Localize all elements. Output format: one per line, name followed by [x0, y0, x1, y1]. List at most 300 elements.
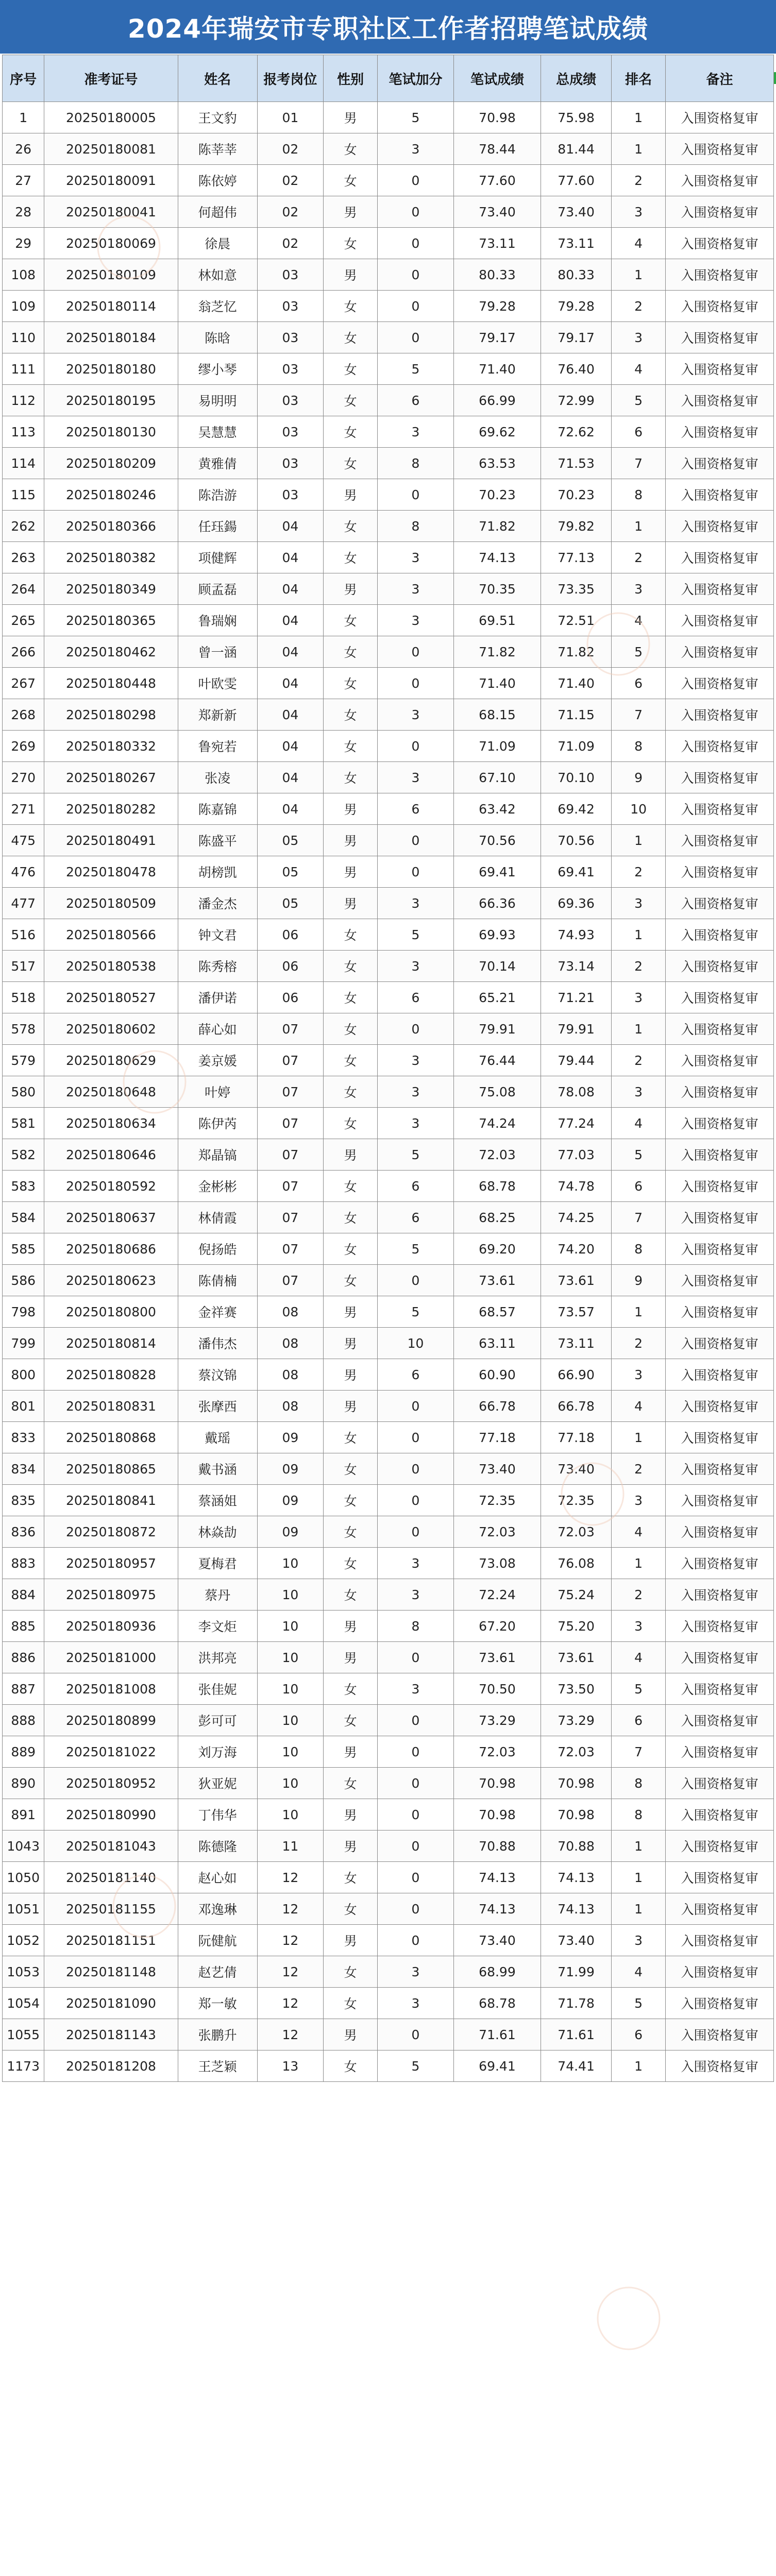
- cell-gender: 女: [324, 919, 378, 951]
- table-row: [3, 2050, 774, 2082]
- cell-bonus: 10: [378, 1328, 454, 1359]
- cell-remark: 入围资格复审: [666, 699, 774, 731]
- cell-total-score: 73.29: [541, 1705, 612, 1736]
- cell-total-score: 79.44: [541, 1045, 612, 1076]
- cell-written-score: 79.17: [453, 322, 541, 353]
- cell-name: 邓逸琳: [178, 1893, 257, 1925]
- cell-seq: 801: [3, 1391, 44, 1422]
- cell-position: 03: [257, 416, 323, 448]
- cell-gender: 女: [324, 1988, 378, 2019]
- cell-total-score: 73.11: [541, 228, 612, 259]
- cell-bonus: 0: [378, 1925, 454, 1956]
- cell-rank: 2: [612, 856, 666, 888]
- cell-total-score: 72.03: [541, 1736, 612, 1768]
- table-row: [3, 699, 774, 731]
- cell-written-score: 68.57: [453, 1296, 541, 1328]
- cell-bonus: 0: [378, 1453, 454, 1485]
- cell-rank: 2: [612, 291, 666, 322]
- cell-name: 黄雅倩: [178, 448, 257, 479]
- cell-remark: 入围资格复审: [666, 762, 774, 793]
- cell-written-score: 72.03: [453, 1139, 541, 1171]
- table-row: [3, 1171, 774, 1202]
- cell-position: 03: [257, 448, 323, 479]
- cell-ticket-no: 20250180246: [44, 479, 178, 511]
- cell-name: 林如意: [178, 259, 257, 291]
- cell-seq: 887: [3, 1673, 44, 1705]
- cell-bonus: 0: [378, 856, 454, 888]
- cell-name: 阮健航: [178, 1925, 257, 1956]
- cell-written-score: 74.13: [453, 1893, 541, 1925]
- cell-seq: 889: [3, 1736, 44, 1768]
- cell-written-score: 70.35: [453, 573, 541, 605]
- cell-bonus: 0: [378, 322, 454, 353]
- table-row: [3, 1705, 774, 1736]
- cell-written-score: 68.78: [453, 1988, 541, 2019]
- cell-bonus: 6: [378, 1171, 454, 1202]
- cell-ticket-no: 20250180130: [44, 416, 178, 448]
- cell-ticket-no: 20250180365: [44, 605, 178, 636]
- cell-gender: 女: [324, 731, 378, 762]
- cell-remark: 入围资格复审: [666, 291, 774, 322]
- header-ticket-no: 准考证号: [44, 55, 178, 102]
- cell-seq: 582: [3, 1139, 44, 1171]
- cell-remark: 入围资格复审: [666, 511, 774, 542]
- cell-position: 07: [257, 1045, 323, 1076]
- cell-gender: 女: [324, 511, 378, 542]
- cell-rank: 4: [612, 353, 666, 385]
- cell-ticket-no: 20250181151: [44, 1925, 178, 1956]
- cell-written-score: 68.25: [453, 1202, 541, 1233]
- cell-written-score: 80.33: [453, 259, 541, 291]
- cell-written-score: 65.21: [453, 982, 541, 1013]
- cell-total-score: 74.93: [541, 919, 612, 951]
- cell-bonus: 0: [378, 1831, 454, 1862]
- cell-total-score: 75.98: [541, 102, 612, 133]
- cell-seq: 1173: [3, 2050, 44, 2082]
- cell-seq: 833: [3, 1422, 44, 1453]
- cell-bonus: 6: [378, 1202, 454, 1233]
- cell-remark: 入围资格复审: [666, 1925, 774, 1956]
- cell-remark: 入围资格复审: [666, 1579, 774, 1611]
- cell-seq: 270: [3, 762, 44, 793]
- cell-gender: 男: [324, 825, 378, 856]
- cell-total-score: 73.14: [541, 951, 612, 982]
- cell-rank: 8: [612, 731, 666, 762]
- table-row: [3, 416, 774, 448]
- cell-total-score: 74.78: [541, 1171, 612, 1202]
- cell-position: 03: [257, 479, 323, 511]
- cell-name: 吴慧慧: [178, 416, 257, 448]
- cell-ticket-no: 20250180865: [44, 1453, 178, 1485]
- cell-gender: 女: [324, 605, 378, 636]
- cell-seq: 26: [3, 133, 44, 165]
- cell-remark: 入围资格复审: [666, 888, 774, 919]
- cell-position: 04: [257, 511, 323, 542]
- cell-position: 08: [257, 1359, 323, 1391]
- cell-total-score: 74.13: [541, 1862, 612, 1893]
- cell-position: 04: [257, 762, 323, 793]
- cell-gender: 女: [324, 1202, 378, 1233]
- cell-written-score: 69.20: [453, 1233, 541, 1265]
- cell-seq: 1: [3, 102, 44, 133]
- cell-total-score: 70.98: [541, 1799, 612, 1831]
- cell-gender: 男: [324, 102, 378, 133]
- cell-gender: 男: [324, 573, 378, 605]
- cell-bonus: 0: [378, 1862, 454, 1893]
- cell-seq: 799: [3, 1328, 44, 1359]
- cell-gender: 男: [324, 259, 378, 291]
- cell-position: 04: [257, 731, 323, 762]
- cell-remark: 入围资格复审: [666, 165, 774, 196]
- cell-remark: 入围资格复审: [666, 731, 774, 762]
- cell-bonus: 0: [378, 1391, 454, 1422]
- cell-name: 夏梅君: [178, 1548, 257, 1579]
- cell-rank: 3: [612, 573, 666, 605]
- cell-total-score: 66.78: [541, 1391, 612, 1422]
- cell-name: 潘伟杰: [178, 1328, 257, 1359]
- table-row: [3, 1202, 774, 1233]
- cell-position: 02: [257, 228, 323, 259]
- cell-ticket-no: 20250180114: [44, 291, 178, 322]
- cell-bonus: 0: [378, 731, 454, 762]
- cell-bonus: 5: [378, 102, 454, 133]
- cell-total-score: 73.40: [541, 1453, 612, 1485]
- table-row: [3, 1233, 774, 1265]
- table-row: [3, 1893, 774, 1925]
- cell-ticket-no: 20250180349: [44, 573, 178, 605]
- cell-seq: 477: [3, 888, 44, 919]
- cell-written-score: 68.15: [453, 699, 541, 731]
- cell-bonus: 3: [378, 605, 454, 636]
- cell-gender: 女: [324, 1422, 378, 1453]
- cell-gender: 男: [324, 1611, 378, 1642]
- cell-gender: 女: [324, 353, 378, 385]
- cell-written-score: 71.82: [453, 511, 541, 542]
- cell-written-score: 73.61: [453, 1265, 541, 1296]
- cell-gender: 男: [324, 196, 378, 228]
- cell-remark: 入围资格复审: [666, 1736, 774, 1768]
- cell-written-score: 68.99: [453, 1956, 541, 1988]
- cell-name: 翁芝忆: [178, 291, 257, 322]
- cell-position: 04: [257, 636, 323, 668]
- cell-position: 05: [257, 856, 323, 888]
- cell-ticket-no: 20250180462: [44, 636, 178, 668]
- cell-seq: 798: [3, 1296, 44, 1328]
- cell-position: 10: [257, 1673, 323, 1705]
- cell-total-score: 72.35: [541, 1485, 612, 1516]
- cell-bonus: 0: [378, 636, 454, 668]
- cell-written-score: 77.60: [453, 165, 541, 196]
- cell-rank: 1: [612, 102, 666, 133]
- cell-position: 04: [257, 542, 323, 573]
- cell-name: 曾一涵: [178, 636, 257, 668]
- cell-name: 赵艺倩: [178, 1956, 257, 1988]
- table-row: [3, 1516, 774, 1548]
- cell-total-score: 70.23: [541, 479, 612, 511]
- cell-gender: 女: [324, 699, 378, 731]
- cell-remark: 入围资格复审: [666, 1139, 774, 1171]
- cell-gender: 女: [324, 1579, 378, 1611]
- cell-total-score: 79.82: [541, 511, 612, 542]
- cell-seq: 1050: [3, 1862, 44, 1893]
- cell-written-score: 71.09: [453, 731, 541, 762]
- cell-gender: 女: [324, 1171, 378, 1202]
- cell-position: 07: [257, 1171, 323, 1202]
- cell-total-score: 71.61: [541, 2019, 612, 2050]
- cell-total-score: 80.33: [541, 259, 612, 291]
- cell-rank: 3: [612, 1485, 666, 1516]
- cell-ticket-no: 20250180184: [44, 322, 178, 353]
- cell-total-score: 72.99: [541, 385, 612, 416]
- table-row: [3, 636, 774, 668]
- cell-rank: 4: [612, 1391, 666, 1422]
- cell-rank: 1: [612, 259, 666, 291]
- cell-written-score: 76.44: [453, 1045, 541, 1076]
- cell-written-score: 72.24: [453, 1579, 541, 1611]
- cell-position: 09: [257, 1453, 323, 1485]
- cell-name: 陈秀榕: [178, 951, 257, 982]
- cell-name: 陈浩游: [178, 479, 257, 511]
- cell-total-score: 71.15: [541, 699, 612, 731]
- cell-remark: 入围资格复审: [666, 1673, 774, 1705]
- cell-seq: 115: [3, 479, 44, 511]
- cell-gender: 男: [324, 1328, 378, 1359]
- cell-gender: 女: [324, 1233, 378, 1265]
- cell-bonus: 5: [378, 1233, 454, 1265]
- cell-total-score: 75.24: [541, 1579, 612, 1611]
- cell-gender: 男: [324, 1391, 378, 1422]
- cell-bonus: 3: [378, 573, 454, 605]
- cell-bonus: 3: [378, 1045, 454, 1076]
- cell-ticket-no: 20250180936: [44, 1611, 178, 1642]
- cell-ticket-no: 20250180868: [44, 1422, 178, 1453]
- cell-remark: 入围资格复审: [666, 133, 774, 165]
- cell-name: 陈莘莘: [178, 133, 257, 165]
- table-row: [3, 1799, 774, 1831]
- cell-position: 09: [257, 1422, 323, 1453]
- cell-bonus: 0: [378, 2019, 454, 2050]
- cell-bonus: 6: [378, 385, 454, 416]
- cell-rank: 8: [612, 1233, 666, 1265]
- cell-bonus: 0: [378, 1013, 454, 1045]
- table-row: [3, 762, 774, 793]
- cell-written-score: 63.53: [453, 448, 541, 479]
- cell-seq: 476: [3, 856, 44, 888]
- cell-name: 郑新新: [178, 699, 257, 731]
- cell-total-score: 79.28: [541, 291, 612, 322]
- table-row: [3, 165, 774, 196]
- cell-seq: 517: [3, 951, 44, 982]
- cell-name: 缪小琴: [178, 353, 257, 385]
- cell-rank: 5: [612, 1673, 666, 1705]
- cell-position: 12: [257, 1925, 323, 1956]
- cell-rank: 9: [612, 762, 666, 793]
- cell-position: 06: [257, 982, 323, 1013]
- cell-written-score: 71.40: [453, 668, 541, 699]
- cell-written-score: 78.44: [453, 133, 541, 165]
- cell-position: 12: [257, 1893, 323, 1925]
- cell-rank: 1: [612, 1862, 666, 1893]
- cell-name: 林焱劼: [178, 1516, 257, 1548]
- cell-ticket-no: 20250180005: [44, 102, 178, 133]
- cell-total-score: 73.11: [541, 1328, 612, 1359]
- cell-written-score: 66.99: [453, 385, 541, 416]
- table-row: [3, 1673, 774, 1705]
- table-row: [3, 1579, 774, 1611]
- cell-total-score: 79.91: [541, 1013, 612, 1045]
- table-row: [3, 542, 774, 573]
- cell-rank: 2: [612, 542, 666, 573]
- cell-gender: 男: [324, 1736, 378, 1768]
- cell-name: 郑晶镐: [178, 1139, 257, 1171]
- cell-rank: 7: [612, 1736, 666, 1768]
- cell-position: 07: [257, 1233, 323, 1265]
- cell-gender: 男: [324, 793, 378, 825]
- cell-ticket-no: 20250180448: [44, 668, 178, 699]
- cell-written-score: 67.20: [453, 1611, 541, 1642]
- cell-name: 钟文君: [178, 919, 257, 951]
- cell-name: 陈嘉锦: [178, 793, 257, 825]
- cell-seq: 264: [3, 573, 44, 605]
- cell-ticket-no: 20250180041: [44, 196, 178, 228]
- cell-seq: 265: [3, 605, 44, 636]
- table-row: [3, 133, 774, 165]
- table-row: [3, 731, 774, 762]
- cell-total-score: 73.35: [541, 573, 612, 605]
- cell-gender: 女: [324, 291, 378, 322]
- cell-total-score: 66.90: [541, 1359, 612, 1391]
- cell-total-score: 71.99: [541, 1956, 612, 1988]
- cell-written-score: 79.28: [453, 291, 541, 322]
- cell-name: 刘万海: [178, 1736, 257, 1768]
- cell-written-score: 63.42: [453, 793, 541, 825]
- cell-remark: 入围资格复审: [666, 1422, 774, 1453]
- cell-rank: 5: [612, 1988, 666, 2019]
- cell-remark: 入围资格复审: [666, 1956, 774, 1988]
- cell-name: 蔡汶锦: [178, 1359, 257, 1391]
- cell-position: 07: [257, 1108, 323, 1139]
- cell-gender: 女: [324, 322, 378, 353]
- cell-gender: 女: [324, 1956, 378, 1988]
- cell-rank: 1: [612, 1296, 666, 1328]
- cell-remark: 入围资格复审: [666, 1893, 774, 1925]
- cell-seq: 890: [3, 1768, 44, 1799]
- table-row: [3, 919, 774, 951]
- cell-rank: 1: [612, 1013, 666, 1045]
- cell-written-score: 67.10: [453, 762, 541, 793]
- cell-rank: 6: [612, 1705, 666, 1736]
- cell-position: 12: [257, 1956, 323, 1988]
- cell-remark: 入围资格复审: [666, 573, 774, 605]
- cell-position: 06: [257, 951, 323, 982]
- cell-gender: 女: [324, 1485, 378, 1516]
- table-row: [3, 1485, 774, 1516]
- cell-name: 洪邦亮: [178, 1642, 257, 1673]
- cell-bonus: 0: [378, 1516, 454, 1548]
- cell-remark: 入围资格复审: [666, 1516, 774, 1548]
- cell-gender: 女: [324, 1045, 378, 1076]
- table-row: [3, 511, 774, 542]
- table-row: [3, 1265, 774, 1296]
- cell-ticket-no: 20250180629: [44, 1045, 178, 1076]
- cell-position: 07: [257, 1265, 323, 1296]
- cell-total-score: 70.88: [541, 1831, 612, 1862]
- cell-rank: 7: [612, 1202, 666, 1233]
- cell-name: 丁伟华: [178, 1799, 257, 1831]
- cell-name: 倪扬皓: [178, 1233, 257, 1265]
- cell-remark: 入围资格复审: [666, 1296, 774, 1328]
- cell-total-score: 81.44: [541, 133, 612, 165]
- cell-name: 项健辉: [178, 542, 257, 573]
- cell-rank: 2: [612, 1579, 666, 1611]
- cell-ticket-no: 20250180478: [44, 856, 178, 888]
- cell-gender: 女: [324, 951, 378, 982]
- cell-seq: 267: [3, 668, 44, 699]
- cell-seq: 885: [3, 1611, 44, 1642]
- cell-bonus: 0: [378, 1422, 454, 1453]
- cell-gender: 男: [324, 1925, 378, 1956]
- cell-total-score: 71.21: [541, 982, 612, 1013]
- header-total-score: 总成绩: [541, 55, 612, 102]
- cell-ticket-no: 20250180648: [44, 1076, 178, 1108]
- cell-rank: 8: [612, 1799, 666, 1831]
- cell-rank: 1: [612, 1422, 666, 1453]
- cell-total-score: 73.40: [541, 196, 612, 228]
- cell-written-score: 66.78: [453, 1391, 541, 1422]
- cell-name: 潘金杰: [178, 888, 257, 919]
- cell-total-score: 70.56: [541, 825, 612, 856]
- cell-rank: 1: [612, 919, 666, 951]
- cell-bonus: 5: [378, 1296, 454, 1328]
- cell-bonus: 3: [378, 1988, 454, 2019]
- cell-written-score: 71.40: [453, 353, 541, 385]
- table-row: [3, 1013, 774, 1045]
- cell-position: 10: [257, 1611, 323, 1642]
- cell-written-score: 74.24: [453, 1108, 541, 1139]
- table-row: [3, 196, 774, 228]
- cell-remark: 入围资格复审: [666, 1265, 774, 1296]
- header-rank: 排名: [612, 55, 666, 102]
- cell-seq: 112: [3, 385, 44, 416]
- cell-bonus: 8: [378, 1611, 454, 1642]
- header-seq: 序号: [3, 55, 44, 102]
- cell-ticket-no: 20250180566: [44, 919, 178, 951]
- cell-name: 何超伟: [178, 196, 257, 228]
- cell-bonus: 0: [378, 196, 454, 228]
- cell-rank: 2: [612, 951, 666, 982]
- cell-total-score: 74.41: [541, 2050, 612, 2082]
- cell-bonus: 0: [378, 1799, 454, 1831]
- cell-position: 03: [257, 291, 323, 322]
- cell-seq: 1055: [3, 2019, 44, 2050]
- cell-seq: 580: [3, 1076, 44, 1108]
- cell-bonus: 3: [378, 888, 454, 919]
- table-row: [3, 951, 774, 982]
- cell-bonus: 6: [378, 982, 454, 1013]
- cell-rank: 1: [612, 2050, 666, 2082]
- cell-name: 陈德隆: [178, 1831, 257, 1862]
- cell-total-score: 70.98: [541, 1768, 612, 1799]
- cell-bonus: 3: [378, 1956, 454, 1988]
- cell-position: 12: [257, 1862, 323, 1893]
- table-row: [3, 1956, 774, 1988]
- cell-gender: 女: [324, 448, 378, 479]
- cell-name: 任珏鍚: [178, 511, 257, 542]
- cell-ticket-no: 20250180267: [44, 762, 178, 793]
- cell-seq: 110: [3, 322, 44, 353]
- cell-ticket-no: 20250180081: [44, 133, 178, 165]
- cell-remark: 入围资格复审: [666, 1076, 774, 1108]
